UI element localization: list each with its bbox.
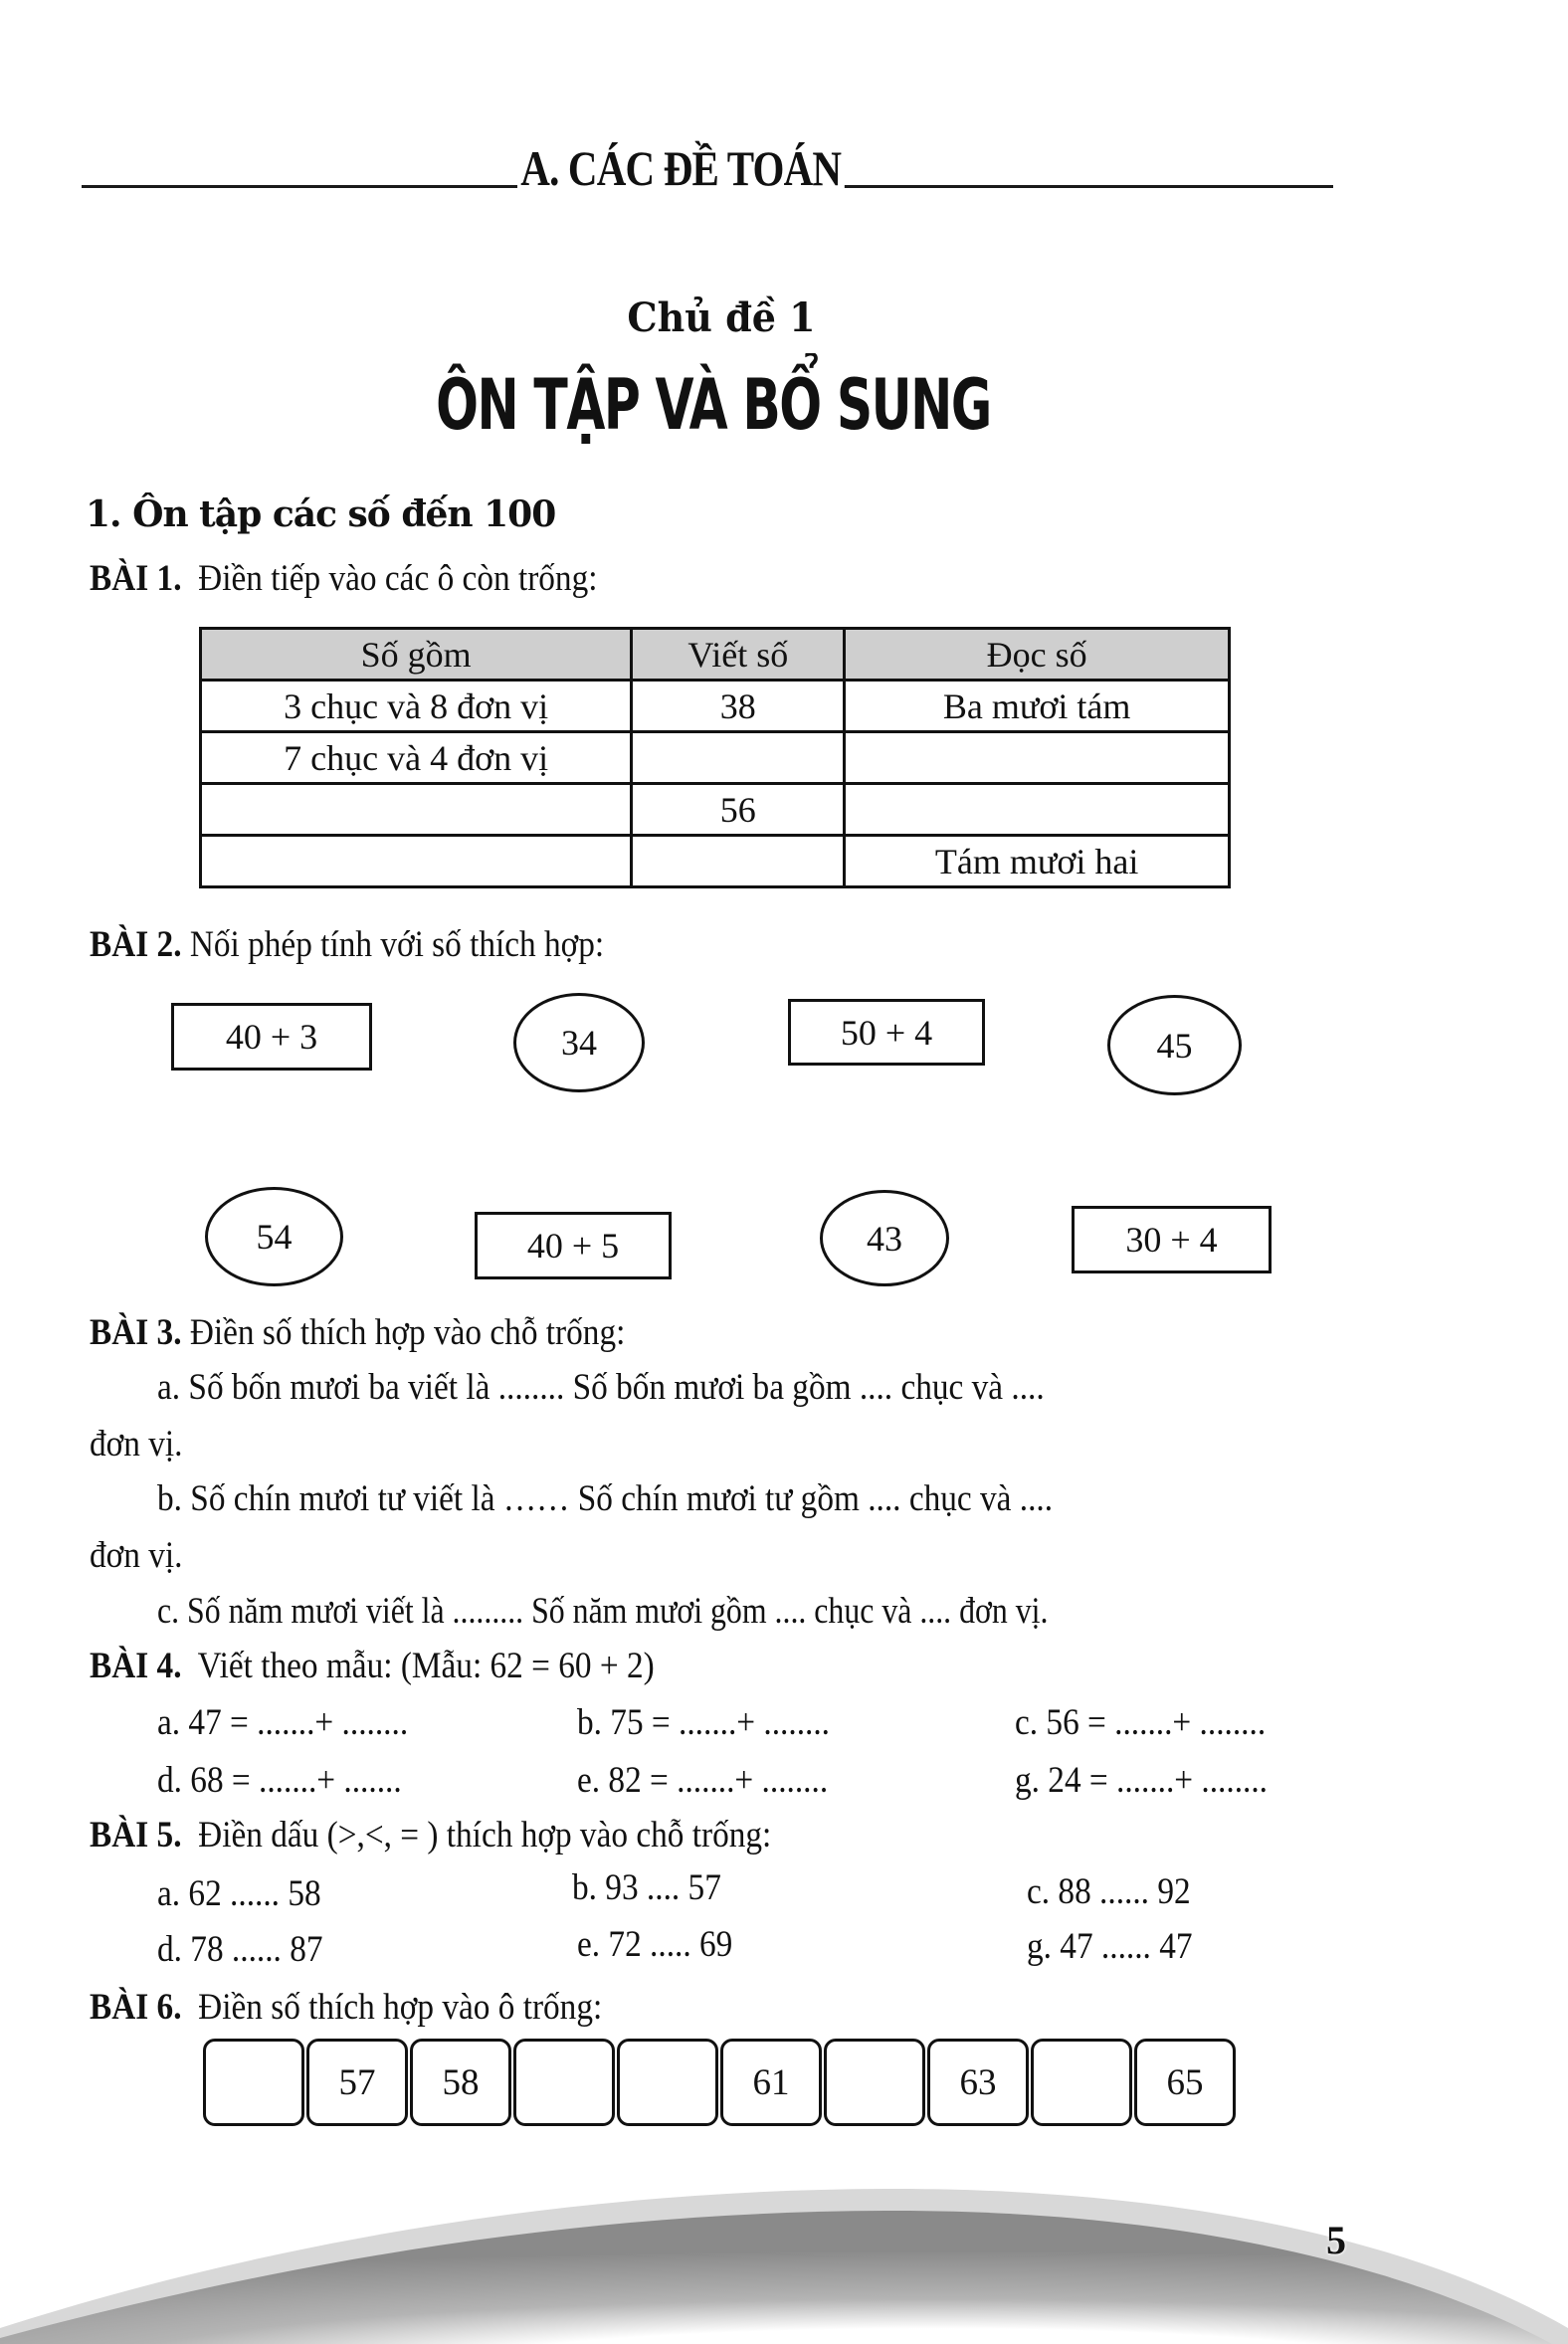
- exercise-5-instruction: Điền dấu (>,<, = ) thích hợp vào chỗ trống:: [198, 1815, 772, 1856]
- sequence-box: [513, 2039, 615, 2126]
- table-cell: Ba mươi tám: [845, 681, 1230, 732]
- exercise-5-item: d. 78 ...... 87: [157, 1929, 323, 1970]
- exercise-4-item: g. 24 = .......+ ........: [1015, 1760, 1269, 1801]
- number-oval: 34: [513, 993, 645, 1092]
- table-cell: [845, 784, 1230, 836]
- sequence-box: 57: [306, 2039, 408, 2126]
- exercise-6-label: BÀI 6.: [90, 1987, 182, 2028]
- table-header-cell: Số gồm: [201, 629, 632, 681]
- sequence-box: 65: [1134, 2039, 1236, 2126]
- expression-box: 40 + 5: [475, 1212, 672, 1279]
- exercise-3a-continuation: đơn vị.: [90, 1424, 183, 1465]
- table-row: [201, 836, 1230, 887]
- table-cell: [201, 784, 632, 836]
- exercise-3a-line: a. Số bốn mươi ba viết là ........ Số bốn mươi ba gồm .... chục và ....: [157, 1367, 1045, 1408]
- exercise-1-heading: [90, 557, 597, 600]
- exercise-4-instruction: Viết theo mẫu: (Mẫu: 62 = 60 + 2): [197, 1646, 655, 1686]
- exercise-5-item: e. 72 ..... 69: [577, 1924, 733, 1965]
- table-cell: 7 chục và 4 đơn vị: [201, 732, 632, 784]
- exercise-6-heading: [90, 1986, 602, 2029]
- table-cell: 56: [632, 784, 845, 836]
- exercise-2-heading: [90, 923, 604, 966]
- number-sequence: [203, 2039, 1238, 2126]
- section-heading: 1. Ôn tập các số đến 100: [86, 493, 556, 535]
- exercise-4-item: d. 68 = .......+ .......: [157, 1760, 402, 1801]
- table-row: [201, 784, 1230, 836]
- exercise-5-item: b. 93 .... 57: [572, 1867, 721, 1908]
- exercise-2-label: BÀI 2.: [90, 924, 182, 965]
- sequence-box: [1031, 2039, 1132, 2126]
- sequence-box: [203, 2039, 304, 2126]
- exercise-2-instruction: Nối phép tính với số thích hợp:: [189, 924, 605, 965]
- table-cell: [201, 836, 632, 887]
- exercise-3-heading: [90, 1311, 625, 1354]
- sequence-box: 58: [410, 2039, 511, 2126]
- expression-box: 40 + 3: [171, 1003, 372, 1071]
- exercise-4-label: BÀI 4.: [90, 1646, 182, 1686]
- table-row: [201, 681, 1230, 732]
- page-number: 5: [1326, 2218, 1346, 2262]
- sequence-box: [617, 2039, 718, 2126]
- exercise-1-label: BÀI 1.: [90, 558, 182, 599]
- exercise-3-label: BÀI 3.: [90, 1312, 182, 1353]
- exercise-3b-line: b. Số chín mươi tư viết là …… Số chín mươi tư gồm .... chục và ....: [157, 1478, 1054, 1519]
- exercise-3c-line: c. Số năm mươi viết là ......... Số năm mươi gồm .... chục và .... đơn vị.: [157, 1591, 1049, 1632]
- exercise-1-table: [199, 627, 1231, 888]
- section-header-title: A. CÁC ĐỀ TOÁN: [517, 139, 844, 197]
- exercise-3-instruction: Điền số thích hợp vào chỗ trống:: [189, 1312, 626, 1353]
- number-oval: 54: [205, 1187, 343, 1286]
- exercise-4-item: a. 47 = .......+ ........: [157, 1702, 409, 1743]
- number-oval: 43: [820, 1190, 949, 1286]
- table-row: [201, 732, 1230, 784]
- expression-box: 30 + 4: [1072, 1206, 1272, 1273]
- exercise-4-heading: [90, 1645, 655, 1687]
- sequence-box: 63: [927, 2039, 1029, 2126]
- exercise-4-item: e. 82 = .......+ ........: [577, 1760, 829, 1801]
- table-cell: Tám mươi hai: [845, 836, 1230, 887]
- table-cell: 3 chục và 8 đơn vị: [201, 681, 632, 732]
- chapter-title: ÔN TẬP VÀ BỔ SUNG: [436, 364, 991, 446]
- exercise-5-item: c. 88 ...... 92: [1027, 1871, 1191, 1912]
- table-header-cell: Viết số: [632, 629, 845, 681]
- exercise-6-instruction: Điền số thích hợp vào ô trống:: [198, 1987, 603, 2028]
- sequence-box: 61: [720, 2039, 822, 2126]
- table-cell: [845, 732, 1230, 784]
- table-header-row: [201, 629, 1230, 681]
- chapter-label: Chủ đề 1: [627, 294, 816, 341]
- exercise-4-item: c. 56 = .......+ ........: [1015, 1702, 1267, 1743]
- table-cell: [632, 732, 845, 784]
- exercise-5-heading: [90, 1814, 771, 1856]
- exercise-5-item: a. 62 ...... 58: [157, 1873, 321, 1914]
- table-cell: [632, 836, 845, 887]
- table-cell: 38: [632, 681, 845, 732]
- expression-box: 50 + 4: [788, 999, 985, 1066]
- exercise-1-instruction: Điền tiếp vào các ô còn trống:: [198, 558, 598, 599]
- number-oval: 45: [1107, 995, 1242, 1095]
- exercise-4-item: b. 75 = .......+ ........: [577, 1702, 831, 1743]
- sequence-box: [824, 2039, 925, 2126]
- exercise-5-label: BÀI 5.: [90, 1815, 182, 1856]
- table-header-cell: Đọc số: [845, 629, 1230, 681]
- exercise-3b-continuation: đơn vị.: [90, 1535, 183, 1576]
- exercise-5-item: g. 47 ...... 47: [1027, 1926, 1193, 1967]
